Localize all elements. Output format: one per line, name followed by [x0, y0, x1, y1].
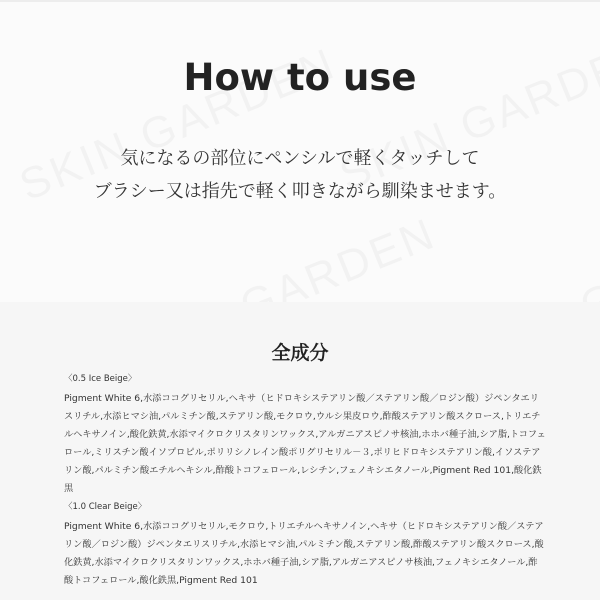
ingredients-section [0, 302, 600, 600]
variant-name: 〈0.5 Ice Beige〉 [64, 374, 137, 384]
variant-ice-beige [64, 372, 546, 498]
top-divider [0, 0, 600, 2]
variant-ingredient-list: Pigment White 6,水添ココグリセリル,ヘキサ（ヒドロキシステアリン酸／ステアリン酸／ロジン酸）ジペンタエリスリチル,水添ヒマシ油,パルミチン酸,ステアリン酸,モクロウ,ウルシ果皮ロウ,酢酸ステアリン酸スクロース,トリエチルヘキサノイン,酸化鉄黄,水添マイクロクリスタリンワックス,アルガニアスピノサ核油,ホホバ種子油,シア脂,トコフェロール,ミリスチン酸イソプロピル,ポリリシノレイン酸ポリグリセリル－３,ポリヒドロキシステアリン酸,イソステアリン酸,パルミチン酸エチルヘキシル,酢酸トコフェロール,レシチン,フェノキシエタノール,Pigment Red 101,酸化鉄黒 [64, 393, 546, 494]
variant-clear-beige [64, 500, 546, 590]
variant-name: 〈1.0 Clear Beige〉 [64, 502, 147, 512]
usage-instructions [0, 142, 600, 208]
instruction-line-1: 気になるの部位にペンシルで軽くタッチして [120, 148, 480, 169]
page-title: How to use [183, 56, 417, 99]
variant-ingredient-list: Pigment White 6,水添ココグリセリル,モクロウ,トリエチルヘキサノイン,ヘキサ（ヒドロキシステアリン酸／ステアリン酸／ロジン酸）ジペンタエリスリチル,水添ヒマシ油,パルミチン酸,ステアリン酸,酢酸ステアリン酸スクロース,酸化鉄黄,水添マイクロクリスタリンワックス,ホホバ種子油,シア脂,アルガニアスピノサ核油,フェノキシエタノール,酢酸トコフェロール,酸化鉄黒,Pigment Red 101 [64, 521, 544, 586]
brand-watermark [113, 209, 443, 302]
instruction-line-2: ブラシー又は指先で軽く叩きながら馴染ませます。 [93, 181, 507, 202]
ingredients-title: 全成分 [271, 342, 329, 364]
brand-watermark [453, 209, 600, 302]
